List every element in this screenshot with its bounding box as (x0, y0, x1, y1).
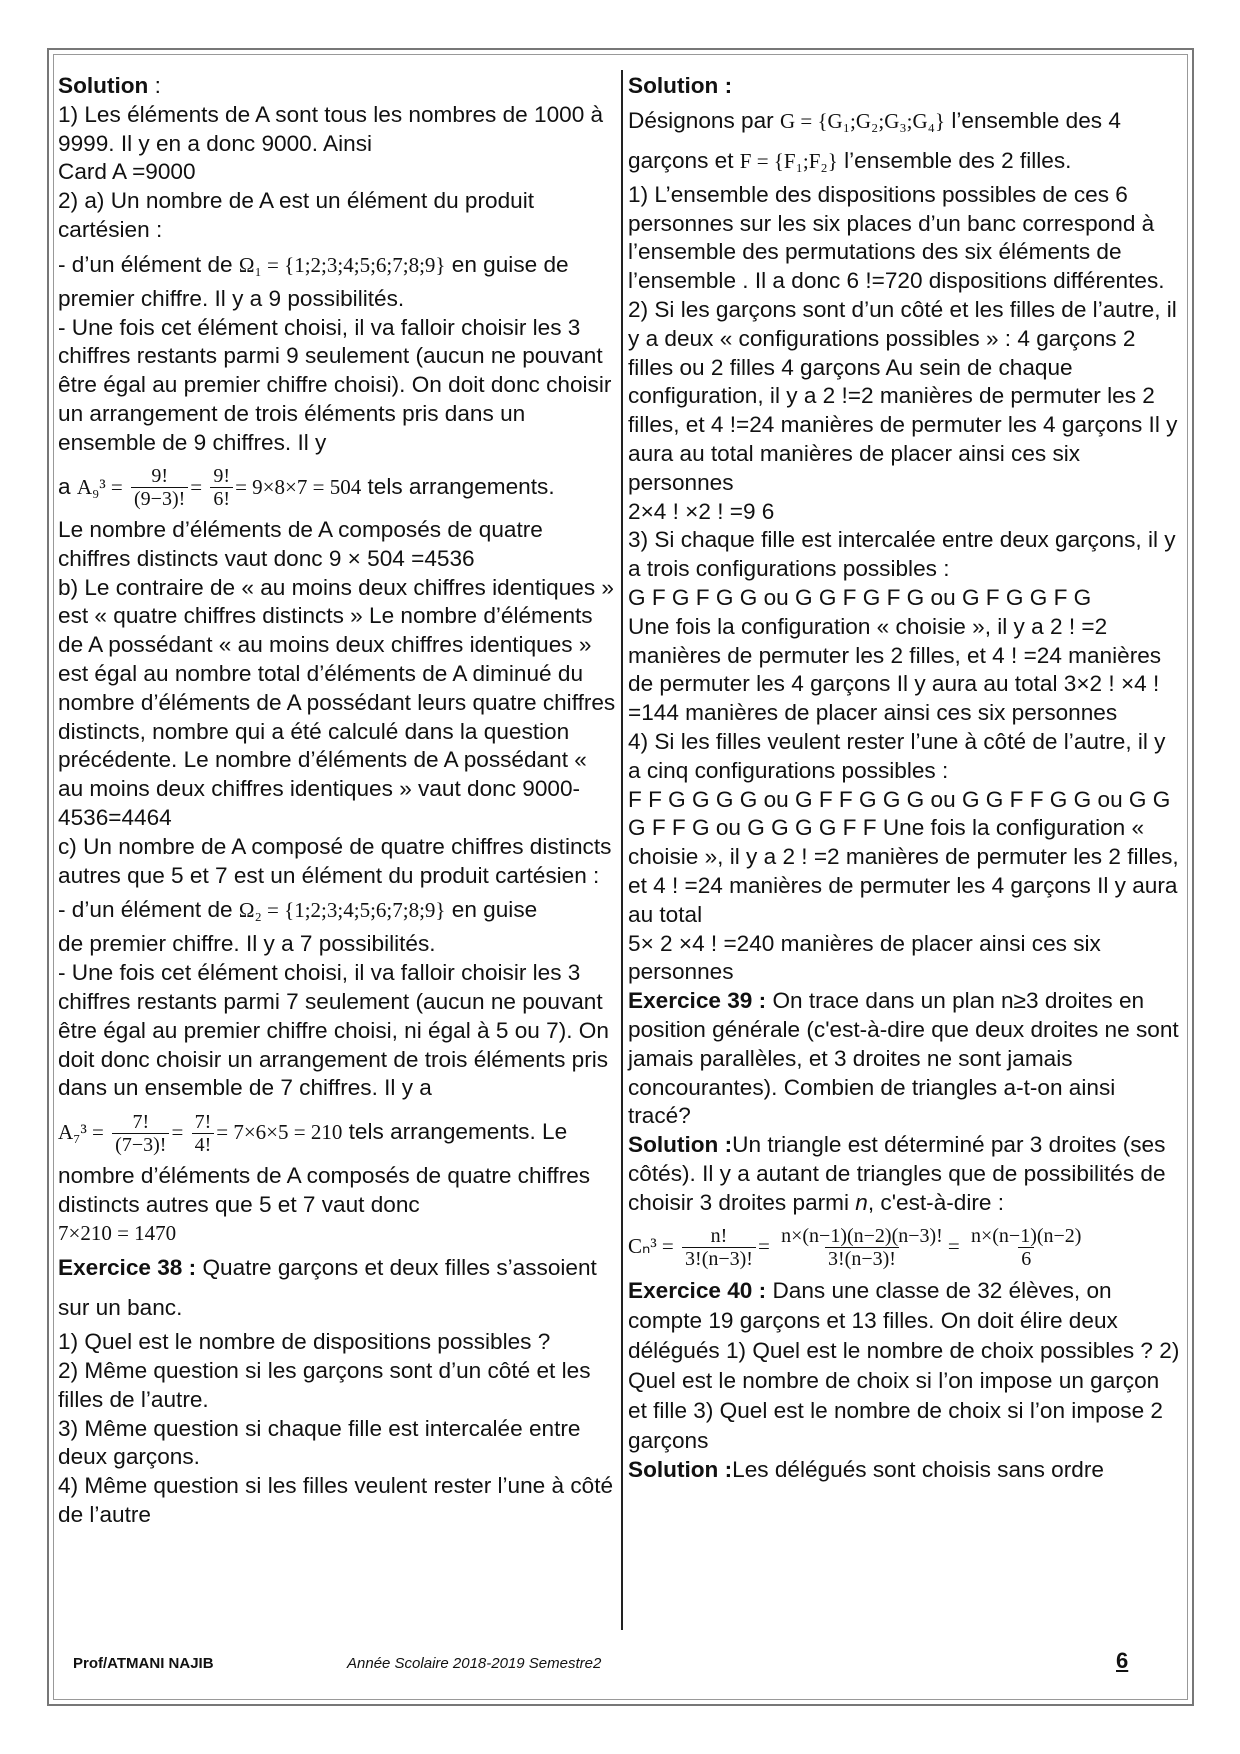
solution-heading: Solution : (58, 73, 161, 98)
para-2a: 2) a) Un nombre de A est un élément du produit cartésien : (58, 188, 535, 242)
sol38-part4: 4) Si les filles veulent rester l’une à côté de l’autre, il y a cinq configurations possibles : (628, 728, 1166, 783)
sol38-part3: 3) Si chaque fille est intercalée entre deux garçons, il y a trois configurations possibles : (628, 527, 1176, 582)
set-f: F = {F₁;F₂} (739, 148, 838, 173)
column-divider (621, 70, 623, 1630)
sol38-part1: 1) L’ensemble des dispositions possibles de ces 6 personnes sur les six places d’un banc correspond à l’ensemble des permutations des six éléments de l’ensemble . Il a donc 6 !=720 dispositions différentes. (628, 181, 1165, 294)
exercise-38: Exercice 38 : Quatre garçons et deux filles s’assoient sur un banc. (58, 1255, 597, 1321)
fraction-9-over-6: $\frac{9!}{6!}$ (210, 465, 233, 510)
fraction-n-over-6: $\frac{n\times(n-1)(n-2)}{6}$ (970, 1225, 1082, 1271)
right-column (628, 72, 1183, 1485)
solution-40: Solution :Les délégués sont choisis sans ordre (628, 1457, 1104, 1483)
formula-cn3: Cₙ³ = $\frac{n!}{3!(n-3)!}$ = $\frac{n\times(n-1)(n-2)(n-3)!}{3!(n-3)!}$ = $\frac{n\times(n-1)(n-2)}{6}$ (628, 1223, 1183, 1270)
para-arrangement-9: - Une fois cet élément choisi, il va falloir choisir les 3 chiffres restants parmi 9 seulement (aucun ne pouvant être égal au premier chiffre choisi). On doit donc choisir un arrangement de trois éléments pris dans un ensemble de 9 chiffres. Il y (58, 314, 612, 455)
para-2b: b) Le contraire de « au moins deux chiffres identiques » est « quatre chiffres distincts » Le nombre d’éléments de A possédant « au moins deux chiffres identiques » est égal au nombre total d’éléments de A diminué du nombre d’éléments de A possédant leurs quatre chiffres distincts, nombre qui a été calculé dans la question précédente. Le nombre d’éléments de A possédant « au moins deux chiffres identiques » vaut donc 9000-4536=4464 (58, 574, 616, 831)
omega2-line: - d’un élément de Ω₂ = {1;2;3;4;5;6;7;8;9} en guise (58, 897, 538, 923)
page-number: 6 (1116, 1648, 1129, 1673)
ex38-q2: 2) Même question si les garçons sont d’un côté et les filles de l’autre. (58, 1357, 591, 1412)
exercise-39: Exercice 39 : On trace dans un plan n≥3 droites en position générale (c'est-à-dire que deux droites ne sont jamais parallèles, et 3 droites ne sont jamais concourantes). Combien de triangles a-t-on ainsi tracé? (628, 988, 1179, 1129)
left-column (58, 72, 618, 1530)
para-7-possibilites: de premier chiffre. Il y a 7 possibilités. (58, 931, 436, 957)
fraction-7-over-4: $\frac{7!}{4!}$ (192, 1111, 215, 1156)
para-1470: nombre d’éléments de A composés de quatre chiffres distincts autres que 5 et 7 vaut donc (58, 1162, 591, 1217)
fraction-n-expanded: $\frac{n\times(n-1)(n-2)(n-3)!}{3!(n-3)!}$ (781, 1225, 943, 1271)
set-g: G = {G₁;G₂;G₃;G₄} (779, 108, 946, 133)
para-9-possibilites: premier chiffre. Il y a 9 possibilités. (58, 285, 405, 311)
para-4536: Le nombre d’éléments de A composés de quatre chiffres distincts vaut donc 9 × 504 =4536 (58, 517, 543, 571)
sol38-part3-configs: G F G F G G ou G G F G F G ou G F G G F G (628, 584, 1092, 610)
solution-38-heading: Solution : (628, 73, 733, 98)
ex38-q4: 4) Même question si les filles veulent rester l’une à côté de l’autre (58, 1473, 614, 1527)
fraction-9-over-9minus3: $\frac{9!}{(9-3)!}$ (131, 465, 188, 510)
footer-school-year: Année Scolaire 2018-2019 Semestre2 (347, 1655, 602, 1672)
omega1-line: - d’un élément de Ω₁ = {1;2;3;4;5;6;7;8;9} en guise de (58, 251, 569, 277)
fraction-7-over-7minus3: $\frac{7!}{(7-3)!}$ (112, 1111, 169, 1156)
sol38-part4-result: 5× 2 ×4 ! =240 manières de placer ainsi ces six personnes (628, 930, 1101, 985)
omega2-set: Ω₂ = {1;2;3;4;5;6;7;8;9} (238, 898, 446, 923)
fraction-n-fact: $\frac{n!}{3!(n-3)!}$ (682, 1225, 756, 1270)
set-f-line: garçons et F = {F₁;F₂} l’ensemble des 2 filles. (628, 147, 1072, 173)
ex38-q3: 3) Même question si chaque fille est intercalée entre deux garçons. (58, 1415, 581, 1470)
omega1-set: Ω₁ = {1;2;3;4;5;6;7;8;9} (238, 252, 446, 277)
para-arrangement-7: - Une fois cet élément choisi, il va falloir choisir les 3 chiffres restants parmi 7 seulement (aucun ne pouvant être égal au premier chiffre choisi, ni égal à 5 ou 7). On doit donc choisir un arrangement de trois éléments pris dans un ensemble de 7 chiffres. Il y a (58, 960, 609, 1101)
sol38-part2-result: 2×4 ! ×2 ! =9 6 (628, 498, 775, 524)
set-g-line: Désignons par G = {G₁;G₂;G₃;G₄} l’ensemble des 4 (628, 107, 1121, 133)
formula-a73: A₇³ = $\frac{7!}{(7-3)!}$ = $\frac{7!}{4!}$ = 7×6×5 = 210 tels arrangements. Le (58, 1110, 568, 1156)
exercise-40: Exercice 40 : Dans une classe de 32 élèves, on compte 19 garçons et 13 filles. On doit élire deux délégués 1) Quel est le nombre de choix possibles ? 2) Quel est le nombre de choix si l’on impose un garçon et fille 3) Quel est le nombre de choix si l’on impose 2 garçons (628, 1278, 1180, 1454)
card-a-value: Card A =9000 (58, 159, 196, 185)
footer-author: Prof/ATMANI NAJIB (73, 1655, 214, 1672)
para-card-a: 1) Les éléments de A sont tous les nombres de 1000 à 9999. Il y en a donc 9000. Ainsi (58, 101, 604, 156)
result-1470: 7×210 = 1470 (58, 1221, 177, 1246)
formula-a93: a A₉³ = $\frac{9!}{(9-3)!}$ = $\frac{9!}{6!}$ = 9×8×7 = 504 tels arrangements. (58, 465, 555, 511)
sol38-part2: 2) Si les garçons sont d’un côté et les filles de l’autre, il y a deux « configurations possibles » : 4 garçons 2 filles ou 2 filles 4 garçons Au sein de chaque configuration, il y a 2 !=2 manières de permuter les 2 filles, et 4 !=24 manières de permuter les 4 garçons Il y aura au total manières de placer ainsi ces six personnes (628, 296, 1178, 495)
sol38-part4-configs: F F G G G G ou G F F G G G ou G G F F G G ou G G G F F G ou G G G G F F Une fois la configuration « choisie », il y a 2 ! =2 manières de permuter les 2 filles, et 4 ! =24 manières de permuter les 4 garçons Il y aura au total (628, 786, 1179, 927)
solution-39: Solution :Un triangle est déterminé par 3 droites (ses côtés). Il y a autant de triangles que de possibilités de choisir 3 droites parmi n, c'est-à-dire : (628, 1132, 1166, 1215)
ex38-q1: 1) Quel est le nombre de dispositions possibles ? (58, 1329, 551, 1355)
sol38-part3-count: Une fois la configuration « choisie », il y a 2 ! =2 manières de permuter les 2 filles, et 4 ! =24 manières de permuter les 4 garçons Il y aura au total 3×2 ! ×4 ! =144 manières de placer ainsi ces six personnes (628, 613, 1162, 726)
para-2c: c) Un nombre de A composé de quatre chiffres distincts autres que 5 et 7 est un élément du produit cartésien : (58, 833, 612, 888)
